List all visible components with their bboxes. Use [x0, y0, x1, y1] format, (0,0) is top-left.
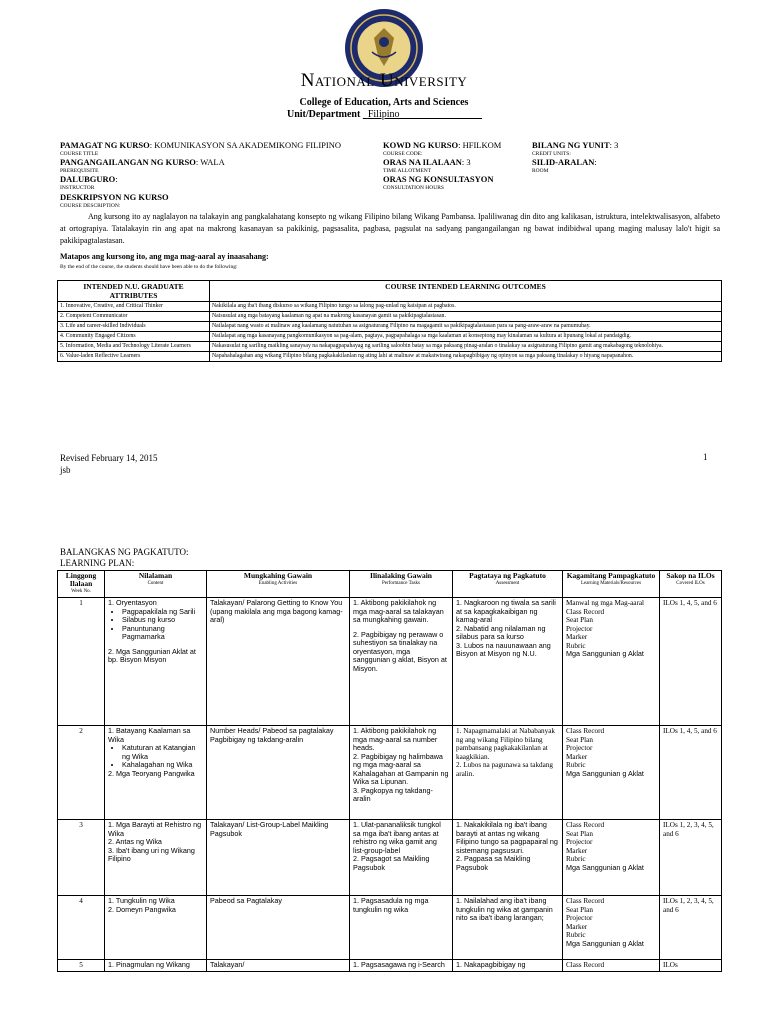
- learning-plan-title-en: LEARNING PLAN:: [60, 558, 135, 568]
- learning-plan-heading: [60, 547, 189, 569]
- ilo-table: [57, 280, 722, 362]
- plan-header-assessment: Pagtataya ng Pagkatuto Assessment: [453, 571, 563, 598]
- plan-assessment: 1. Nakapagbibigay ng: [453, 960, 563, 972]
- plan-assessment: 1. Nailalahad ang iba't ibang tungkulin ng wika at gampanin nito sa iba't ibang larangan;: [453, 896, 563, 960]
- plan-week: 5: [58, 960, 105, 972]
- plan-header-tasks: Ilinalaking Gawain Performance Tasks: [350, 571, 453, 598]
- unit-value: Filipino ________________: [367, 109, 483, 120]
- ilo-header-row: [58, 281, 722, 302]
- ilo-attribute: 4. Community Engaged Citizens: [58, 332, 210, 342]
- course-code: KOWD NG KURSO: HFILKOM: [383, 140, 502, 150]
- time-allotment-sub: TIME ALLOTMENT: [383, 168, 432, 174]
- ilo-attribute: 5. Information, Media and Technology Literate Learners: [58, 342, 210, 352]
- plan-content: 1. Oryentasyon • Pagpapakilala ng Sarili • Silabus ng kurso • Panuntunang Pagmamarka 2. Mga Sanggunian Aklat at bp. Bisyon Misyon: [105, 598, 207, 726]
- plan-activity: Talakayan/ List-Group-Label Maikling Pagsubok: [207, 820, 350, 896]
- time-allotment: ORAS NA ILALAAN: 3: [383, 157, 471, 167]
- course-description-sub: COURSE DESCRIPTION:: [60, 203, 121, 209]
- table-row: [58, 342, 722, 352]
- plan-header-content: Nilalaman Content: [105, 571, 207, 598]
- table-row: [58, 312, 722, 322]
- plan-week: 4: [58, 896, 105, 960]
- plan-materials: Manwal ng mga Mag-aaral Class Record Seat Plan Projector Marker Rubric Mga Sanggunian g Aklat: [563, 598, 660, 726]
- ilo-outcome: Napahahalagahan ang wikang Filipino bilang pagkakakilanlan ng ating lahi at malinaw at makatwirang nakapagbibigay ng opinyon sa mga paksang tinalakay o hiyang napapanahon.: [210, 352, 722, 362]
- table-row: [58, 598, 722, 726]
- ilo-outcome: Nailalapat ang mga kasanayang pangkomunikasyon sa pag-alam, pagtaya, pagpapahalaga sa mga kaalaman at konseptong may kinalaman sa kultura at lipunang lokal at pandaigdig.: [210, 332, 722, 342]
- ilo-intro-sub: By the end of the course, the students should have been able to do the following:: [60, 264, 238, 270]
- plan-header-materials: Kagamitang Pampagkatuto Learning Materials/Resources: [563, 571, 660, 598]
- consultation-hours: ORAS NG KONSULTASYON: [383, 174, 494, 184]
- unit-label: Unit/Department: [287, 109, 361, 120]
- plan-assessment: 1. Napagmamalaki at Nababanyak ng ang wikang Filipino bilang pambansang pagkakakilanlan at kaagkikian. 2. Lubos na pagunawa sa takdang aralin.: [453, 726, 563, 820]
- plan-tasks: 1. Aktibong pakikilahok ng mga mag-aaral sa number heads. 2. Pagbibigay ng halimbawa ng mga mag-aaral sa Kahalagahan at Gampanin ng Wika sa Lipunan. 3. Pagkopya ng takdang-aralin: [350, 726, 453, 820]
- plan-assessment: 1. Nagkaroon ng tiwala sa sarili at sa kapagkakaibigan ng kamag-aral 2. Nabatid ang nilalaman ng silabus para sa kurso 3. Lubos na nauunawaan ang Bisyon at Misyon ng N.U.: [453, 598, 563, 726]
- college-name: College of Education, Arts and Sciences: [299, 97, 469, 108]
- learning-plan-table: [57, 570, 722, 972]
- list-item: • Silabus ng kurso: [122, 616, 203, 625]
- plan-tasks: 1. Ulat-pananaliksik tungkol sa mga iba't ibang antas at rehistro ng wika gamit ang list-group-label 2. Pagsagot sa Maikling Pagsubok: [350, 820, 453, 896]
- credit-units: BILANG NG YUNIT: 3: [532, 140, 619, 150]
- plan-ilos: ILOs 1, 2, 3, 4, 5, and 6: [660, 896, 722, 960]
- list-item: • Panuntunang Pagmamarka: [122, 625, 203, 642]
- ilo-header-outcomes: COURSE INTENDED LEARNING OUTCOMES: [210, 281, 722, 302]
- table-row: [58, 352, 722, 362]
- ilo-attribute: 1. Innovative, Creative, and Critical Thinker: [58, 302, 210, 312]
- ilo-outcome: Nailalapat nang wasto at malinaw ang kaalamang natutuhan sa asignaturang Filipino na magagamit sa pakikipagtalastasan para sa pang-araw-araw na pamumuhay.: [210, 322, 722, 332]
- unit-department: [287, 109, 482, 120]
- ilo-outcome: Naisusulat ang mga batayang kaalaman ng apat na makrong kasanayan gamit sa pakikipagtalastasan.: [210, 312, 722, 322]
- table-row: [58, 820, 722, 896]
- prerequisite: PANGANGAILANGAN NG KURSO: WALA: [60, 157, 225, 167]
- credit-units-sub: CREDIT UNITS:: [532, 151, 571, 157]
- plan-materials: Class Record: [563, 960, 660, 972]
- instructor: DALUBGURO:: [60, 174, 118, 184]
- plan-materials: Class Record Seat Plan Projector Marker Rubric Mga Sanggunian g Aklat: [563, 896, 660, 960]
- ilo-outcome: Nakikilala ang iba't ibang diskurso sa wikang Filipino tungo sa lalong pag-unlad ng kaisipan at pagbatos.: [210, 302, 722, 312]
- plan-header-ilos: Sakop na ILOs Covered ILOs: [660, 571, 722, 598]
- author-initials: jsb: [60, 465, 71, 475]
- ilo-attribute: 3. Life and career-skilled Individuals: [58, 322, 210, 332]
- course-title: PAMAGAT NG KURSO: KOMUNIKASYON SA AKADEMIKONG FILIPINO: [60, 140, 341, 150]
- revision-note: [60, 452, 157, 476]
- plan-ilos: ILOs 1, 4, 5, and 6: [660, 598, 722, 726]
- plan-tasks: 1. Pagsasagawa ng i-Search: [350, 960, 453, 972]
- ilo-header-attributes: INTENDED N.U. GRADUATE ATTRIBUTES: [58, 281, 210, 302]
- list-item: • Katuturan at Katangian ng Wika: [122, 744, 203, 761]
- revised-date: Revised February 14, 2015: [60, 453, 158, 463]
- course-title-sub: COURSE TITLE: [60, 151, 99, 157]
- table-row: [58, 896, 722, 960]
- plan-header-row: [58, 571, 722, 598]
- plan-week: 2: [58, 726, 105, 820]
- ilo-outcome: Nakasusulat ng sariling maikling sanaysay na nakapagpapahayag ng sariling saloobin batay sa mga paksang pinag-aralan o tinalakay sa asignaturang Filipino gamit ang makabagong teknolohiya.: [210, 342, 722, 352]
- consultation-hours-sub: CONSULTATION HOURS: [383, 185, 444, 191]
- ilo-attribute: 2. Competent Communicator: [58, 312, 210, 322]
- plan-activity: Talakayan/: [207, 960, 350, 972]
- plan-activity: Number Heads/ Pabeod sa pagtalakay Pagbibigay ng takdang-aralin: [207, 726, 350, 820]
- prerequisite-sub: PREREQUISITE: [60, 168, 99, 174]
- plan-header-week: Linggong Ilalaan Week No.: [58, 571, 105, 598]
- plan-materials: Class Record Seat Plan Projector Marker Rubric Mga Sanggunian g Aklat: [563, 820, 660, 896]
- table-row: [58, 332, 722, 342]
- course-description-label: DESKRIPSYON NG KURSO: [60, 192, 169, 202]
- plan-activity: Talakayan/ Palarong Getting to Know You (upang makilala ang mga bagong kamag-aral): [207, 598, 350, 726]
- table-row: [58, 960, 722, 972]
- ilo-attribute: 6. Value-laden Reflective Learners: [58, 352, 210, 362]
- plan-materials: Class Record Seat Plan Projector Marker Rubric Mga Sanggunian g Aklat: [563, 726, 660, 820]
- list-item: • Kahalagahan ng Wika: [122, 761, 203, 770]
- university-name: National University: [300, 70, 468, 91]
- list-item: • Pagpapakilala ng Sarili: [122, 608, 203, 617]
- plan-content: 1. Mga Barayti at Rehistro ng Wika 2. Antas ng Wika 3. Iba't ibang uri ng Wikang Filipino: [105, 820, 207, 896]
- plan-activity: Pabeod sa Pagtalakay: [207, 896, 350, 960]
- plan-ilos: ILOs: [660, 960, 722, 972]
- ilo-intro: Matapos ang kursong ito, ang mga mag-aaral ay inaasahang:: [60, 252, 269, 261]
- table-row: [58, 302, 722, 312]
- room: SILID-ARALAN:: [532, 157, 597, 167]
- course-code-sub: COURSE CODE:: [383, 151, 423, 157]
- course-description: Ang kursong ito ay naglalayon na talakayin ang pangkalahatang konsepto ng wikang Filipino bilang Wikang Pambansa. Ipaliliwanag din dito ang kalikasan, istruktura, intelektwalisasyon, alfabeto at ortograpiya. Tatalakayin rin ang apat na makrong kasanayan sa pakikinig, pagsasalita, pagbasa, pagsulat na sadyang pangangailangan ng bawat indibidwal upang maging malusay lalo't higit sa pakikipagtalastasan.: [60, 212, 720, 245]
- page-number: 1: [703, 452, 708, 462]
- plan-content: 1. Batayang Kaalaman sa Wika • Katuturan at Katangian ng Wika • Kahalagahan ng Wika 2. Mga Teoryang Pangwika: [105, 726, 207, 820]
- table-row: [58, 322, 722, 332]
- plan-assessment: 1. Nakakikilala ng iba't ibang barayti at antas ng wikang Filipino tungo sa pagpapairal ng sistemang pagsusuri. 2. Pagpasa sa Maikling Pagsubok: [453, 820, 563, 896]
- room-sub: ROOM: [532, 168, 549, 174]
- plan-week: 1: [58, 598, 105, 726]
- plan-ilos: ILOs 1, 4, 5, and 6: [660, 726, 722, 820]
- plan-tasks: 1. Pagsasadula ng mga tungkulin ng wika: [350, 896, 453, 960]
- plan-content: 1. Pinagmulan ng Wikang: [105, 960, 207, 972]
- plan-week: 3: [58, 820, 105, 896]
- plan-ilos: ILOs 1, 2, 3, 4, 5, and 6: [660, 820, 722, 896]
- plan-tasks: 1. Aktibong pakikilahok ng mga mag-aaral sa talakayan sa mungkahing gawain. 2. Pagbibigay ng perawaw o suhestiyon sa tinalakay na oryentasyon, mga sanggunian g aklat, Bisyon at Misyon.: [350, 598, 453, 726]
- instructor-sub: INSTRUCTOR: [60, 185, 95, 191]
- learning-plan-title: BALANGKAS NG PAGKATUTO:: [60, 547, 189, 557]
- plan-content: 1. Tungkulin ng Wika 2. Domeyn Pangwika: [105, 896, 207, 960]
- table-row: [58, 726, 722, 820]
- plan-header-activities: Mungkahing Gawain Enabling Activities: [207, 571, 350, 598]
